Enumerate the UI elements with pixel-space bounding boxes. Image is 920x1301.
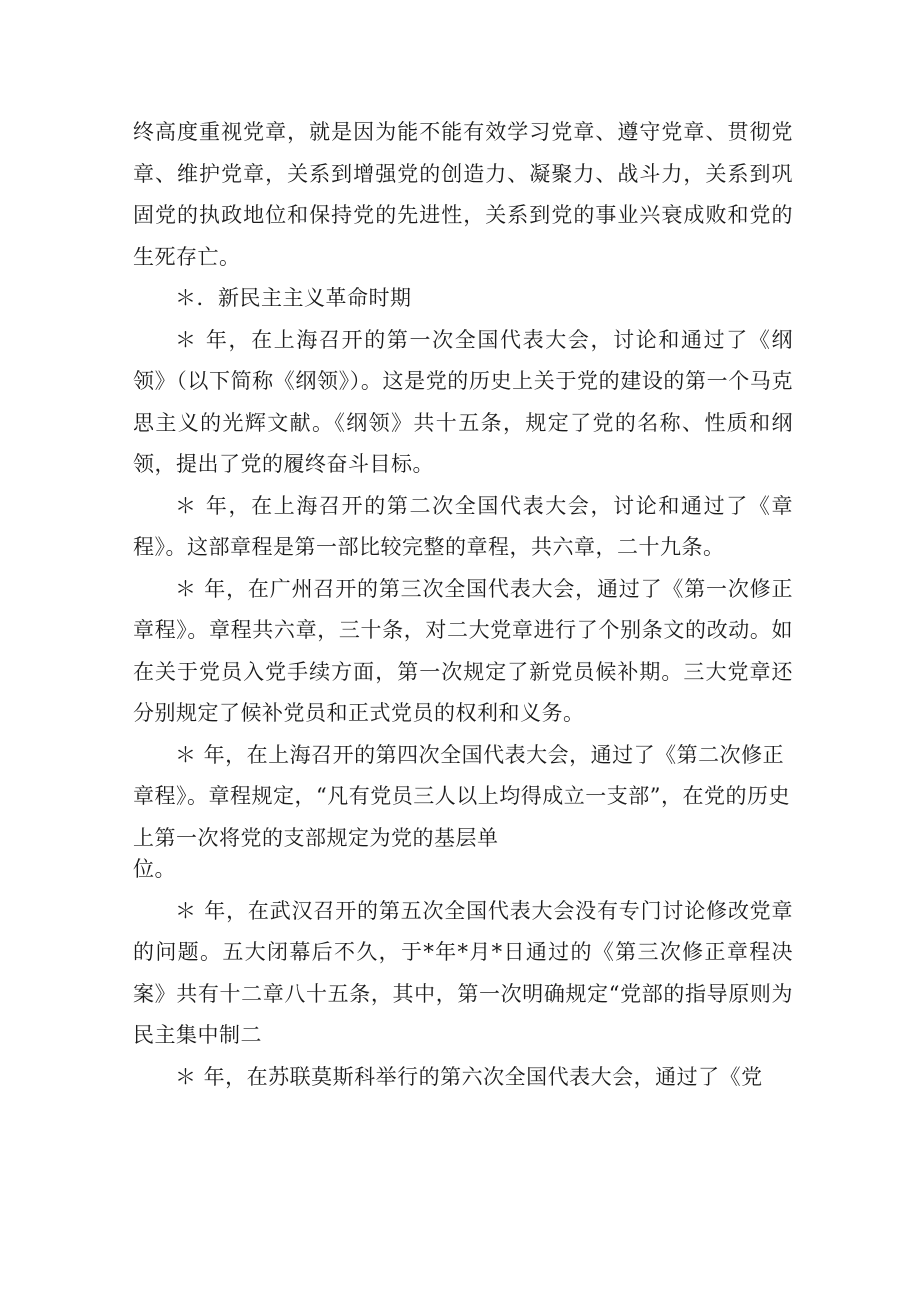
- paragraph-first-congress: ＊ 年，在上海召开的第一次全国代表大会，讨论和通过了《纲领》（以下简称《纲领》）。这是党的历史上关于党的建设的第一个马克思主义的光辉文献。《纲领》共十五条，规定了党的名称、性质和纲领，提出了党的履终奋斗目标。: [133, 327, 793, 476]
- section-heading: ＊．新民主主义革命时期: [175, 286, 412, 310]
- document-body: [133, 112, 793, 1098]
- paragraph-fourth-congress-end: 位。: [133, 857, 176, 881]
- paragraph-third-congress: ＊ 年，在广州召开的第三次全国代表大会，通过了《第一次修正章程》。章程共六章，三十条，对二大党章进行了个别条文的改动。如在关于党员入党手续方面，第一次规定了新党员候补期。三大党章还分别规定了候补党员和正式党员的权利和义务。: [133, 576, 793, 725]
- paragraph-1: 终高度重视党章，就是因为能不能有效学习党章、遵守党章、贯彻党章、维护党章，关系到增强党的创造力、凝聚力、战斗力，关系到巩固党的执政地位和保持党的先进性，关系到党的事业兴衰成败和党的生死存亡。: [133, 120, 793, 269]
- paragraph-sixth-congress: ＊ 年，在苏联莫斯科举行的第六次全国代表大会，通过了《党: [175, 1064, 763, 1089]
- paragraph-fourth-congress: ＊ 年，在上海召开的第四次全国代表大会，通过了《第二次修正章程》。章程规定，“凡有党员三人以上均得成立一支部”，在党的历史上第一次将党的支部规定为党的基层单: [133, 742, 790, 850]
- paragraph-second-congress: ＊ 年，在上海召开的第二次全国代表大会，讨论和通过了《章程》。这部章程是第一部比较完整的章程，共六章，二十九条。: [133, 493, 793, 559]
- paragraph-fifth-congress: ＊ 年，在武汉召开的第五次全国代表大会没有专门讨论修改党章的问题。五大闭幕后不久，于*年*月*日通过的《第三次修正章程决案》共有十二章八十五条，其中，第一次明确规定“党部的指导原则为民主集中制二: [133, 898, 793, 1047]
